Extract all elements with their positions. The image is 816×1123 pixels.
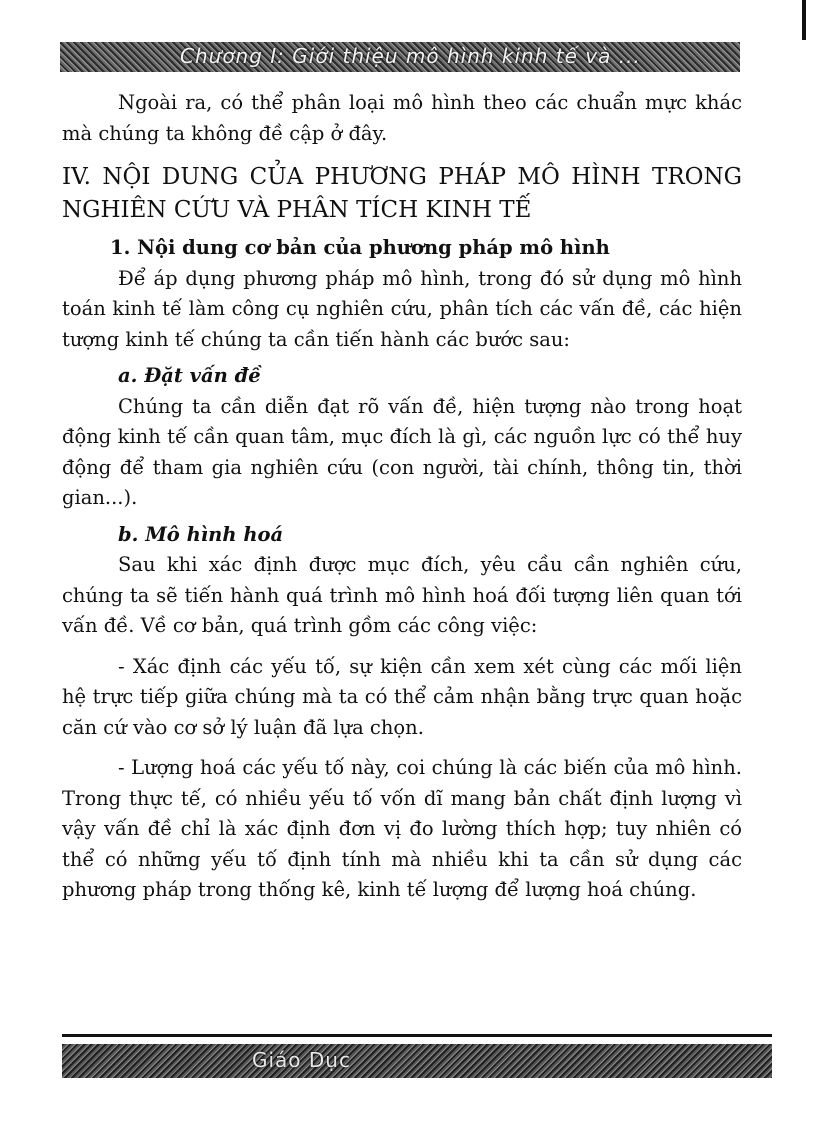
footer-band — [62, 1044, 772, 1078]
running-header-title: Chương I: Giới thiệu mô hình kinh tế và ... — [180, 44, 641, 68]
footer-band-text: Giáo Dục — [252, 1048, 351, 1072]
section-heading: IV. NỘI DUNG CỦA PHƯƠNG PHÁP MÔ HÌNH TRONG NGHIÊN CỨU VÀ PHÂN TÍCH KINH TẾ — [62, 164, 742, 223]
step-b-paragraph: Sau khi xác định được mục đích, yêu cầu cần nghiên cứu, chúng ta sẽ tiến hành quá trình mô hình hoá đối tượng liên quan tới vấn đề. Về cơ bản, quá trình gồm các công việc: — [62, 553, 742, 637]
subsection-heading: 1. Nội dung cơ bản của phương pháp mô hình — [110, 236, 610, 259]
step-a-paragraph: Chúng ta cần diễn đạt rõ vấn đề, hiện tượng nào trong hoạt động kinh tế cần quan tâm, mục đích là gì, các nguồn lực có thể huy động để tham gia nghiên cứu (con người, tài chính, thông tin, thời gian...). — [62, 394, 742, 509]
intro-paragraph: Ngoài ra, có thể phân loại mô hình theo các chuẩn mực khác mà chúng ta không đề cập ở đây. — [62, 91, 742, 145]
bullet-item: - Lượng hoá các yếu tố này, coi chúng là các biến của mô hình. Trong thực tế, có nhiều yếu tố vốn dĩ mang bản chất định lượng vì vậy vấn đề chỉ là xác định đơn vị đo lường thích hợp; tuy nhiên có thể có những yếu tố định tính mà nhiều khi ta cần sử dụng các phương pháp trong thống kê, kinh tế lượng để lượng hoá chúng. — [62, 756, 742, 901]
step-a-heading: a. Đặt vấn đề — [118, 364, 261, 387]
page-edge-rule — [802, 0, 806, 40]
running-header-band — [60, 42, 740, 72]
footer-rule — [62, 1034, 772, 1037]
bullet-item: - Xác định các yếu tố, sự kiện cần xem xét cùng các mối liện hệ trực tiếp giữa chúng mà ta có thể cảm nhận bằng trực quan hoặc căn cứ vào cơ sở lý luận đã lựa chọn. — [62, 654, 742, 739]
page-body — [62, 88, 742, 906]
subsection-paragraph: Để áp dụng phương pháp mô hình, trong đó sử dụng mô hình toán kinh tế làm công cụ nghiên cứu, phân tích các vấn đề, các hiện tượng kinh tế chúng ta cần tiến hành các bước sau: — [62, 266, 742, 351]
step-b-heading: b. Mô hình hoá — [118, 522, 284, 546]
